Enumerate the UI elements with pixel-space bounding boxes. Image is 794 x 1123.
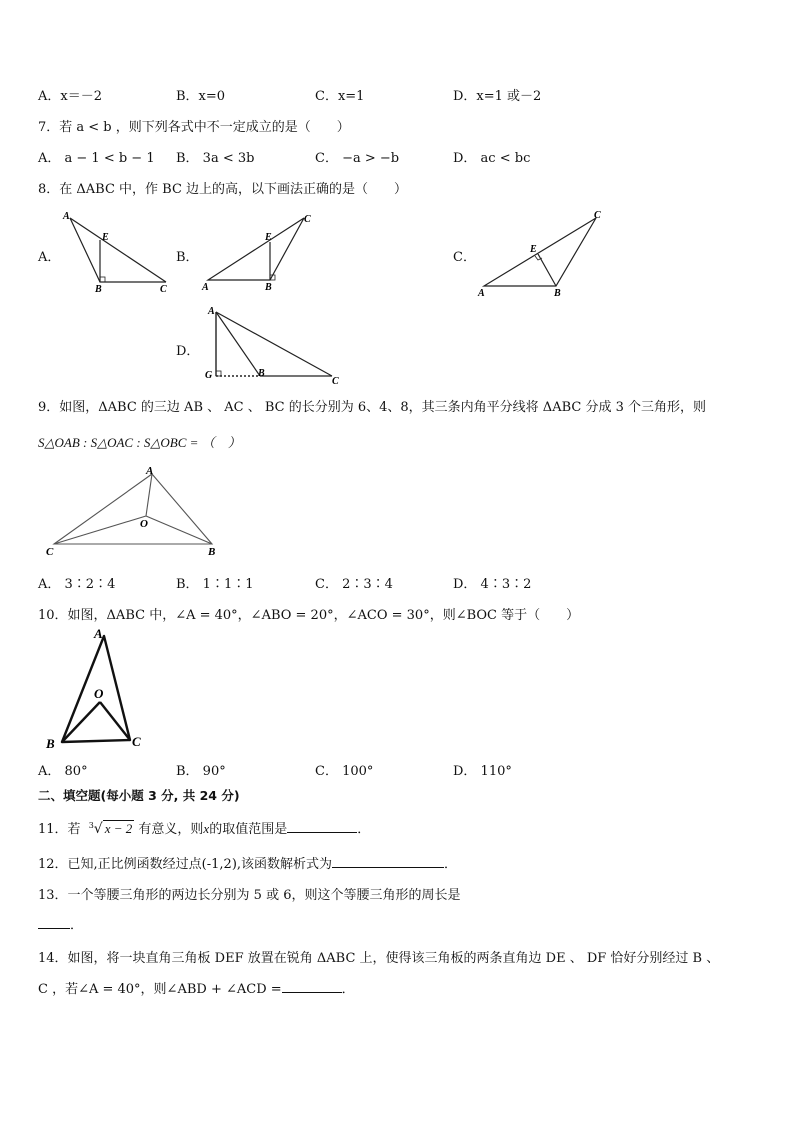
q6-option-c: C．x=1 [315,89,365,104]
q11-end: ． [357,822,371,837]
q8c-triangle [484,218,596,286]
q10-stem: 10．如图，ΔABC 中，∠A = 40°，∠ABO = 20°，∠ACO = 30°，则∠BOC 等于（ ） [38,608,580,623]
q6-option-b: B．x=0 [176,89,226,104]
q14-line1: 14．如图，将一块直角三角板 DEF 放置在锐角 ΔABC 上，使得该三角板的两条直角边 DE 、 DF 恰好分别经过 B 、 [38,951,720,966]
q8b-triangle [208,218,304,280]
q9-area-ratio: S△OAB : S△OAC : S△OBC = （ ） [38,435,241,450]
section-fill-in-title: 二、填空题(每小题 3 分, 共 24 分) [38,788,240,803]
q11-middle: 有意义，则 [138,822,204,837]
q8-option-b-label: B． [176,250,199,265]
q11 [38,818,370,837]
q8b-label-a: A [202,282,209,293]
q13-answer [38,914,83,933]
q8d-label-g: G [205,370,213,381]
q12 [38,853,457,872]
q8b-label-c: C [304,214,311,225]
q12-end: ． [444,857,458,872]
q8c-label-a: A [478,288,485,299]
q13-text: 13．一个等腰三角形的两边长分别为 5 或 6，则这个等腰三角形的周长是 [38,888,461,903]
q8d-side-ac [216,312,332,376]
q9-option-a: A． 3∶2∶4 [38,577,116,592]
q7-option-b: B． 3a < 3b [176,151,255,166]
q8d-label-a: A [208,306,215,317]
q10-label-b: B [46,736,55,751]
q9-bisector-c [54,516,146,544]
q8b-label-b: B [265,282,272,293]
q11-answer-blank[interactable] [287,820,357,833]
q11-prefix: 11．若 [38,822,81,837]
q10-label-c: C [132,734,141,749]
q12-text: 12．已知,正比例函数经过点(-1,2),该函数解析式为 [38,857,333,872]
q9-label-a: A [146,465,154,477]
q10-figure [40,624,160,754]
q8d-right-angle-mark [216,371,221,376]
q10-label-a: A [94,626,103,641]
q10-option-a: A． 80° [38,764,88,779]
q8a-label-a: A [63,211,70,222]
q9-figure [42,462,232,560]
q9-option-b: B． 1∶1∶1 [176,577,254,592]
q10-segment-bo [62,702,100,742]
q9-stem: 9．如图，ΔABC 的三边 AB 、 AC 、 BC 的长分别为 6、4、8，其三条内角平分线将 ΔABC 分成 3 个三角形，则 [38,400,706,415]
q8a-right-angle-mark [100,277,105,282]
q8d-label-c: C [332,376,339,386]
q9-option-d: D． 4∶3∶2 [453,577,532,592]
q11-suffix: 的取值范围是 [209,822,288,837]
q8-figure-b [200,212,320,296]
q8-figure-c [476,208,610,300]
q8-option-c-label: C． [453,250,476,265]
q8-option-d-label: D． [176,344,200,359]
q9-option-c: C． 2∶3∶4 [315,577,393,592]
q8-option-a-label: A． [38,250,61,265]
q7-option-d: D． ac < bc [453,151,531,166]
q8-figure-d [200,304,350,386]
q8b-label-e: E [265,232,272,243]
q8a-label-b: B [95,284,102,295]
q10-option-b: B． 90° [176,764,226,779]
q8-figure-a [58,208,178,296]
q6-option-a: A．x＝－2 [38,89,102,104]
q11-radicand: x − 2 [104,821,133,836]
q14-answer-blank[interactable] [282,980,342,993]
q10-option-d: D． 110° [453,764,512,779]
q8a-label-e: E [102,232,109,243]
q9-bisector-b [146,516,212,544]
q7-option-c: C． −a > −b [315,151,400,166]
q9-bisector-a [146,474,152,516]
q12-answer-blank[interactable] [332,855,444,868]
q8a-label-c: C [160,284,167,295]
q9-label-b: B [208,546,216,558]
q7-stem: 7．若 a < b ，则下列各式中不一定成立的是（ ） [38,120,350,135]
q8c-label-e: E [530,244,537,255]
q13-answer-blank[interactable] [38,916,70,929]
q8c-label-b: B [554,288,561,299]
q9-label-o: O [140,518,148,530]
q8d-side-ab [216,312,260,376]
q14-end: ． [341,982,355,997]
q14-line2 [38,978,355,997]
q10-label-o: O [94,686,104,701]
q11-root-index: 3 [88,820,94,830]
radical-icon: √ [93,821,103,837]
q8d-label-b: B [258,368,265,379]
q13-end: ． [70,918,84,933]
q11-variable: x [203,821,210,836]
q10-option-c: C． 100° [315,764,374,779]
q14-line2-text: C ，若∠A = 40°，则∠ABD + ∠ACD = [38,982,282,997]
q8-stem: 8．在 ΔABC 中，作 BC 边上的高，以下画法正确的是（ ） [38,182,408,197]
q6-option-d: D．x=1 或－2 [453,89,542,104]
q9-label-c: C [46,546,54,558]
q7-option-a: A． a − 1 < b − 1 [38,151,155,166]
q8c-label-c: C [594,210,601,221]
